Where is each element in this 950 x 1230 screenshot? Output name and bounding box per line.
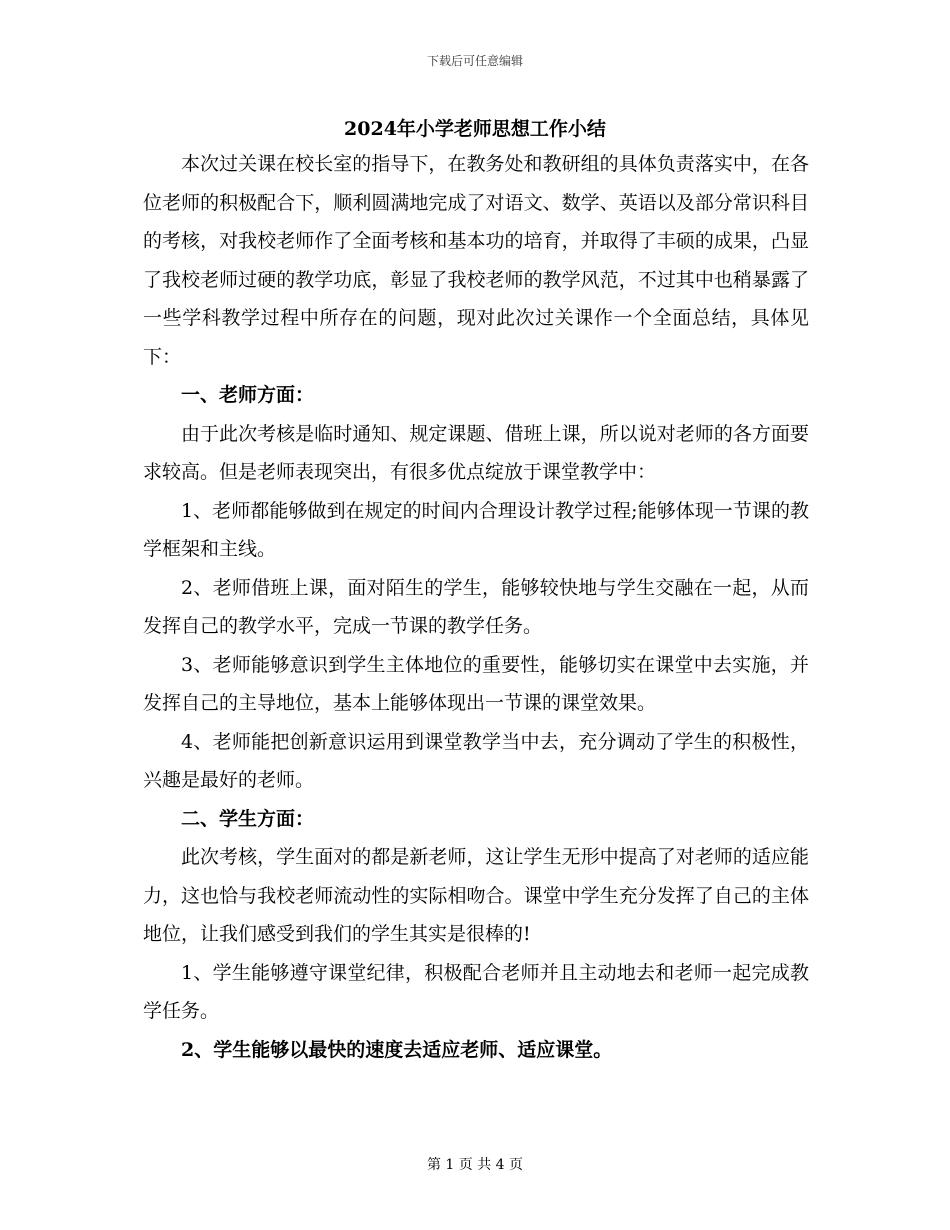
page-number: 第 1 页 共 4 页 [426,1157,524,1173]
section-heading-students: 二、学生方面： [181,807,315,830]
document-body [143,145,809,1069]
list-item-students-1: 1、学生能够遵守课堂纪律，积极配合老师并且主动地去和老师一起完成教学任务。 [143,961,809,1022]
document-title: 2024年小学老师思想工作小结 [344,118,606,140]
list-item-students-2: 2、学生能够以最快的速度去适应老师、适应课堂。 [181,1038,613,1061]
paragraph-intro: 本次过关课在校长室的指导下，在教务处和教研组的具体负责落实中，在各位老师的积极配合下，顺利圆满地完成了对语文、数学、英语以及部分常识科目的考核，对我校老师作了全面考核和基本功的培育，并取得了丰硕的成果，凸显了我校老师过硬的教学功底，彰显了我校老师的教学风范，不过其中也稍暴露了一些学科教学过程中所存在的问题，现对此次过关课作一个全面总结，具体见下： [143,153,809,368]
list-item-teachers-3: 3、老师能够意识到学生主体地位的重要性，能够切实在课堂中去实施，并发挥自己的主导地位，基本上能够体现出一节课的课堂效果。 [143,653,809,714]
header-note: 下载后可任意编辑 [426,54,523,68]
list-item-teachers-4: 4、老师能把创新意识运用到课堂教学当中去，充分调动了学生的积极性，兴趣是最好的老师。 [143,730,809,791]
list-item-teachers-1: 1、老师都能够做到在规定的时间内合理设计教学过程;能够体现一节课的教学框架和主线。 [143,499,809,560]
list-item-teachers-2: 2、老师借班上课，面对陌生的学生，能够较快地与学生交融在一起，从而发挥自己的教学水平，完成一节课的教学任务。 [143,576,809,637]
paragraph-students-intro: 此次考核，学生面对的都是新老师，这让学生无形中提高了对老师的适应能力，这也恰与我校老师流动性的实际相吻合。课堂中学生充分发挥了自己的主体地位，让我们感受到我们的学生其实是很棒的! [143,846,809,945]
paragraph-teachers-intro: 由于此次考核是临时通知、规定课题、借班上课，所以说对老师的各方面要求较高。但是老师表现突出，有很多优点绽放于课堂教学中： [143,422,809,483]
section-heading-teachers: 一、老师方面： [181,384,315,406]
